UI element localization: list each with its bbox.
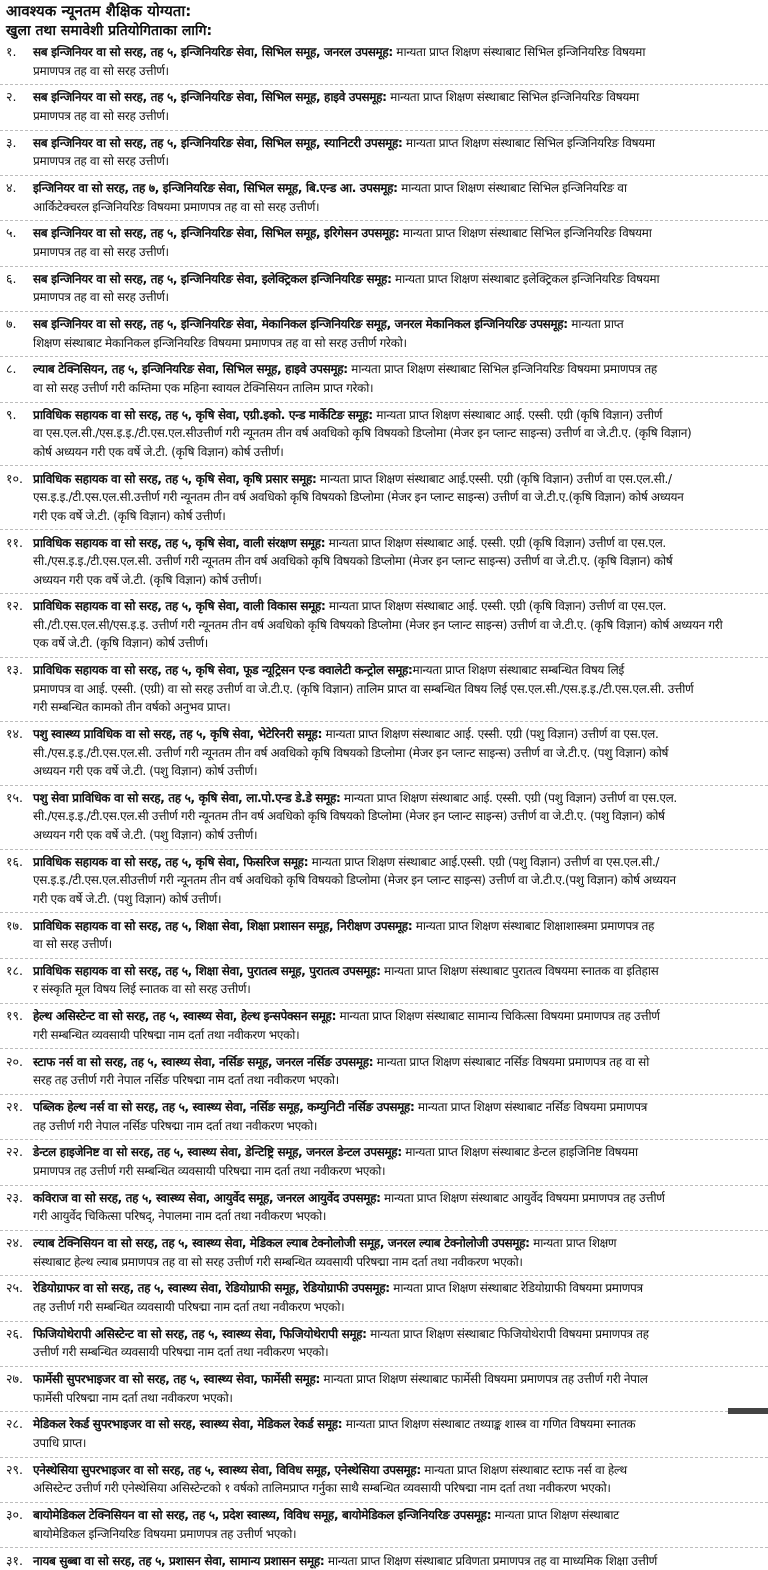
requirement-text: असिस्टेन्ट उत्तीर्ण गरी एनेस्थेसिया असिस्टेन्टको १ वर्षको तालिमप्राप्त गर्नुका साथै सम्बन्धित व्यवसायी परिषद्मा नाम दर्ता तथा नवीकरण भएको। bbox=[33, 1481, 611, 1496]
requirement-text: मान्यता प्राप्त शिक्षण संस्थाबाट सम्बन्धित विषय लिई bbox=[412, 663, 624, 678]
item-divider bbox=[0, 311, 768, 312]
item-number: ७. bbox=[6, 316, 17, 332]
item-divider bbox=[0, 1411, 768, 1412]
requirement-text: मान्यता प्राप्त शिक्षण संस्थाबाट सिभिल इन्जिनियरिङ विषयमा bbox=[386, 90, 639, 105]
item-text-line bbox=[33, 1552, 657, 1570]
item-number: २. bbox=[6, 89, 17, 105]
item-divider bbox=[0, 175, 768, 176]
requirement-text: प्रमाणपत्र तह उत्तीर्ण गरी सम्बन्धित व्यवसायी परिषद्मा नाम दर्ता तथा नवीकरण भएको। bbox=[33, 1163, 386, 1178]
item-text-line bbox=[33, 1370, 648, 1388]
position-title: प्राविधिक सहायक वा सो सरह, तह ५, कृषि सेवा, फूड न्यूट्रिसन एन्ड क्वालेटी कन्ट्रोल समूह: bbox=[33, 663, 413, 678]
item-divider bbox=[0, 657, 768, 658]
position-title: सब इन्जिनियर वा सो सरह, तह ५, इन्जिनियरिङ सेवा, इलेक्ट्रिकल इन्जिनियरिङ समूह: bbox=[33, 271, 392, 286]
position-title: प्राविधिक सहायक वा सो सरह, तह ५, कृषि सेवा, फिसरिज समूह: bbox=[33, 854, 309, 869]
requirement-text: मान्यता प्राप्त शिक्षण संस्थाबाट सिभिल इन्जिनियरिङ विषयमा bbox=[402, 135, 655, 150]
item-text-line bbox=[33, 534, 666, 552]
item-divider bbox=[0, 529, 768, 530]
position-title: ल्याब टेक्निसियन, तह ५, इन्जिनियरिङ सेवा, सिभिल समूह, हाइवे उपसमूह: bbox=[33, 362, 348, 377]
item-number: २७. bbox=[6, 1371, 23, 1387]
item-text-line bbox=[33, 1461, 627, 1479]
item-text-line bbox=[33, 1207, 326, 1225]
requirement-text: र संस्कृति मूल विषय लिई स्नातक वा सो सरह उत्तीर्ण। bbox=[33, 982, 251, 997]
item-divider bbox=[0, 1366, 768, 1367]
requirement-text: कोर्ष अध्ययन गरी एक वर्षे जे.टी. (कृषि विज्ञान) कोर्ष उत्तीर्ण। bbox=[33, 444, 284, 459]
item-text-line bbox=[33, 917, 654, 935]
item-text-line bbox=[33, 890, 221, 908]
position-title: पशु स्वास्थ्य प्राविधिक वा सो सरह, तह ५, कृषि सेवा, भेटेरिनरी समूह: bbox=[33, 727, 323, 742]
requirement-text: मान्यता प्राप्त शिक्षण संस्थाबाट आई.एस्सी. एग्री (पशु विज्ञान) उत्तीर्ण वा एस.एल.सी./ bbox=[308, 854, 660, 869]
item-number: १५. bbox=[6, 789, 23, 805]
requirement-text: मान्यता प्राप्त शिक्षण संस्थाबाट पुरातत्व विषयमा स्नातक वा इतिहास bbox=[380, 963, 659, 978]
item-divider bbox=[0, 849, 768, 850]
requirement-text: मान्यता प्राप्त शिक्षण संस्थाबाट सिभिल इन्जिनियरिङ विषयमा प्रमाणपत्र तह bbox=[347, 362, 657, 377]
requirement-text: सी./एस.इ.इ./टी.एस.एल.सी. उत्तीर्ण गरी न्यूनतम तीन वर्ष अवधिको कृषि विषयको डिप्लोमा (मेजर इन प्लान्ट साइन्स) उत्तीर्ण वा जे.टी.ए. (पशु विज्ञान) कोर्ष bbox=[33, 745, 669, 760]
item-number: ११. bbox=[6, 534, 23, 550]
requirement-text: वा सो सरह उत्तीर्ण गरी कम्तिमा एक महिना स्वायल टेक्निसियन तालिम प्राप्त गरेको। bbox=[33, 380, 374, 395]
item-number: ५. bbox=[6, 225, 17, 241]
position-title: सब इन्जिनियर वा सो सरह, तह ५, इन्जिनियरिङ सेवा, सिभिल समूह, जनरल उपसमूह: bbox=[33, 45, 393, 59]
item-text-line bbox=[33, 424, 691, 442]
requirement-text: प्रमाणपत्र तह वा सो सरह उत्तीर्ण। bbox=[33, 290, 169, 305]
position-title: प्राविधिक सहायक वा सो सरह, तह ५, कृषि सेवा, वाली विकास समूह: bbox=[33, 599, 326, 614]
requirement-text: प्रमाणपत्र तह वा सो सरह उत्तीर्ण। bbox=[33, 154, 169, 169]
item-text-line bbox=[33, 224, 652, 242]
item-divider bbox=[0, 220, 768, 221]
position-title: डेन्टल हाइजेनिष्ट वा सो सरह, तह ५, स्वास्थ्य सेवा, डेन्टिष्ट्रि समूह, जनरल डेन्टल उपसमूह: bbox=[33, 1145, 402, 1160]
requirement-text: वा सो सरह उत्तीर्ण। bbox=[33, 937, 112, 952]
position-title: स्टाफ नर्स वा सो सरह, तह ५, स्वास्थ्य सेवा, नर्सिङ समूह, जनरल नर्सिङ उपसमूह: bbox=[33, 1054, 374, 1069]
item-divider bbox=[0, 593, 768, 594]
requirement-text: मान्यता प्राप्त शिक्षण संस्थाबाट आई. एस्सी. एग्री (कृषि विज्ञान) उत्तीर्ण वा एस.एल. bbox=[325, 599, 667, 614]
position-title: सब इन्जिनियर वा सो सरह, तह ५, इन्जिनियरिङ सेवा, सिभिल समूह, स्यानिटरी उपसमूह: bbox=[33, 135, 403, 150]
item-text-line bbox=[33, 571, 261, 589]
item-number: १२. bbox=[6, 598, 23, 614]
requirement-text: मान्यता प्राप्त शिक्षण संस्थाबाट आई. एस्सी. एग्री (कृषि विज्ञान) उत्तीर्ण वा एस.एल. bbox=[325, 535, 666, 550]
requirement-text: प्रमाणपत्र तह वा सो सरह उत्तीर्ण। bbox=[33, 108, 169, 123]
document-subheading: खुला तथा समावेशी प्रतियोगिताका लागि: bbox=[6, 23, 213, 39]
item-text-line bbox=[33, 1415, 635, 1433]
item-divider bbox=[0, 1003, 768, 1004]
item-text-line bbox=[33, 270, 659, 288]
item-divider bbox=[0, 84, 768, 85]
item-text-line bbox=[33, 43, 645, 61]
requirement-text: गरी एक वर्षे जे.टी. (कृषि विज्ञान) कोर्ष उत्तीर्ण। bbox=[33, 508, 226, 523]
item-text-line bbox=[33, 152, 169, 170]
item-number: २१. bbox=[6, 1099, 23, 1114]
item-text-line bbox=[33, 1253, 523, 1271]
requirement-text: मान्यता प्राप्त शिक्षण संस्थाबाट सिभिल इन्जिनियरिङ विषयमा bbox=[392, 45, 646, 59]
item-divider bbox=[0, 465, 768, 466]
position-title: फार्मेसी सुपरभाइजर वा सो सरह, तह ५, स्वास्थ्य सेवा, फार्मेसी समूह: bbox=[33, 1372, 320, 1387]
item-text-line bbox=[33, 744, 668, 762]
requirement-text: मान्यता प्राप्त शिक्षण संस्थाबाट आई. एस्सी. एग्री (पशु विज्ञान) उत्तीर्ण वा एस.एल. bbox=[322, 727, 659, 742]
position-title: पब्लिक हेल्थ नर्स वा सो सरह, तह ५, स्वास्थ्य सेवा, नर्सिङ समूह, कम्युनिटी नर्सिङ उपसमूह: bbox=[33, 1100, 415, 1114]
item-divider bbox=[0, 1321, 768, 1322]
requirement-text: मान्यता प्राप्त शिक्षण संस्थाबाट नर्सिङ विषयमा प्रमाणपत्र तह वा सो bbox=[373, 1054, 649, 1069]
item-number: १६. bbox=[6, 853, 23, 869]
item-text-line bbox=[33, 597, 666, 615]
position-title: हेल्थ असिस्टेन्ट वा सो सरह, तह ५, स्वास्थ्य सेवा, हेल्थ इन्सपेक्सन समूह: bbox=[33, 1009, 337, 1024]
item-divider bbox=[0, 785, 768, 786]
requirement-text: मान्यता प्राप्त शिक्षण संस्थाबाट सिभिल इन्जिनियरिङ विषयमा bbox=[399, 226, 652, 241]
requirement-text: मान्यता प्राप्त शिक्षण संस्थाबाट रेडियोग्राफी विषयमा प्रमाणपत्र bbox=[389, 1281, 643, 1296]
requirement-text: मान्यता प्राप्त शिक्षण संस्थाबाट नर्सिङ विषयमा प्रमाणपत्र bbox=[414, 1100, 647, 1114]
requirement-text: उपाधि प्राप्त। bbox=[33, 1435, 87, 1450]
item-number: ९. bbox=[6, 406, 17, 422]
requirement-text: तह उत्तीर्ण गरी सम्बन्धित व्यवसायी परिषद्मा नाम दर्ता तथा नवीकरण भएको। bbox=[33, 1299, 345, 1314]
item-text-line bbox=[33, 1434, 86, 1452]
item-text-line bbox=[33, 552, 672, 570]
item-text-line bbox=[33, 826, 257, 844]
item-text-line bbox=[33, 1007, 660, 1025]
item-divider bbox=[0, 1139, 768, 1140]
item-number: १४. bbox=[6, 726, 23, 742]
item-number: १०. bbox=[6, 470, 23, 486]
item-text-line bbox=[33, 1479, 611, 1497]
item-text-line bbox=[33, 1279, 643, 1297]
requirement-text: मान्यता प्राप्त शिक्षण संस्थाबाट फिजियोथेरापी विषयमा प्रमाणपत्र तह bbox=[366, 1326, 649, 1341]
item-text-line bbox=[33, 443, 283, 461]
requirement-text: एस.इ.इ./टी.एस.एल.सी.उत्तीर्ण गरी न्यूनतम तीन वर्ष अवधिको कृषि विषयको डिप्लोमा (मेजर इन प्लान्ट साइन्स) उत्तीर्ण वा जे.टी.ए.(कृषि विज्ञान) कोर्ष अध्ययन bbox=[33, 490, 684, 505]
item-text-line bbox=[33, 334, 407, 352]
requirement-text: उत्तीर्ण गरी सम्बन्धित व्यवसायी परिषद्मा नाम दर्ता तथा नवीकरण भएको। bbox=[33, 1345, 329, 1360]
item-number: १७. bbox=[6, 917, 23, 933]
item-text-line bbox=[33, 488, 683, 506]
requirement-text: प्रमाणपत्र तह वा सो सरह उत्तीर्ण। bbox=[33, 63, 169, 78]
requirement-text: फार्मेसी परिषद्मा नाम दर्ता तथा नवीकरण भएको। bbox=[33, 1390, 233, 1405]
requirement-text: मान्यता प्राप्त शिक्षण संस्थाबाट आयुर्वेद विषयमा प्रमाणपत्र तह उत्तीर्ण bbox=[380, 1190, 665, 1205]
item-divider bbox=[0, 1048, 768, 1049]
requirement-text: मान्यता प्राप्त शिक्षण संस्थाबाट शिक्षाशास्त्रमा प्रमाणपत्र तह bbox=[412, 918, 655, 933]
position-title: प्राविधिक सहायक वा सो सरह, तह ५, शिक्षा सेवा, पुरातत्व समूह, पुरातत्व उपसमूह: bbox=[33, 963, 381, 978]
position-title: प्राविधिक सहायक वा सो सरह, तह ५, कृषि सेवा, वाली संरक्षण समूह: bbox=[33, 535, 326, 550]
item-text-line bbox=[33, 1389, 233, 1407]
item-text-line bbox=[33, 243, 169, 261]
item-text-line bbox=[33, 315, 623, 333]
requirement-text: मान्यता प्राप्त bbox=[567, 317, 624, 332]
item-number: ३. bbox=[6, 134, 17, 150]
requirement-text: मान्यता प्राप्त शिक्षण संस्थाबाट प्रविणता प्रमाणपत्र तह वा माध्यमिक शिक्षा उत्तीर्ण bbox=[324, 1553, 657, 1568]
item-text-line bbox=[33, 88, 639, 106]
requirement-text: मान्यता प्राप्त शिक्षण संस्थाबाट आई. एस्सी. एग्री (पशु विज्ञान) उत्तीर्ण वा एस.एल. bbox=[340, 790, 677, 805]
position-title: रेडियोग्राफर वा सो सरह, तह ५, स्वास्थ्य सेवा, रेडियोग्राफी समूह, रेडियोग्राफी उपसमूह: bbox=[33, 1281, 390, 1296]
item-text-line bbox=[33, 1117, 317, 1135]
item-number: २२. bbox=[6, 1144, 23, 1160]
item-text-line bbox=[33, 1053, 649, 1071]
item-number: ३०. bbox=[6, 1507, 23, 1523]
item-number: ८. bbox=[6, 361, 17, 377]
item-text-line bbox=[33, 962, 658, 980]
item-divider bbox=[0, 1502, 768, 1503]
requirement-text: सी./एस.इ.इ./टी.एस.एल.सी उत्तीर्ण गरी न्यूनतम तीन वर्ष अवधिको कृषि विषयको डिप्लोमा (मेजर इन प्लान्ट साइन्स) उत्तीर्ण वा जे.टी.ए. (पशु विज्ञान) कोर्ष bbox=[33, 809, 665, 824]
item-divider bbox=[0, 1094, 768, 1095]
item-divider bbox=[0, 1230, 768, 1231]
requirement-text: मान्यता प्राप्त शिक्षण संस्थाबाट आई.एस्सी. एग्री (कृषि विज्ञान) उत्तीर्ण वा एस.एल.सी./ bbox=[316, 471, 672, 486]
item-divider bbox=[0, 356, 768, 357]
item-text-line bbox=[33, 853, 659, 871]
requirement-text: आर्किटेक्चरल इन्जिनियरिङ विषयमा प्रमाणपत्र तह वा सो सरह उत्तीर्ण। bbox=[33, 199, 320, 214]
item-text-line bbox=[33, 1506, 619, 1524]
item-number: ६. bbox=[6, 270, 17, 286]
item-text-line bbox=[33, 634, 208, 652]
position-title: सब इन्जिनियर वा सो सरह, तह ५, इन्जिनियरिङ सेवा, सिभिल समूह, हाइवे उपसमूह: bbox=[33, 90, 387, 105]
item-text-line bbox=[33, 1162, 385, 1180]
item-text-line bbox=[33, 406, 662, 424]
item-text-line bbox=[33, 1525, 296, 1543]
position-title: सब इन्जिनियर वा सो सरह, तह ५, इन्जिनियरिङ सेवा, मेकानिकल इन्जिनियरिङ समूह, जनरल मेकानिकल इन्जिनियरिङ उपसमूह: bbox=[33, 317, 568, 332]
item-number: २६. bbox=[6, 1325, 23, 1341]
requirement-text: गरी सम्बन्धित व्यवसायी परिषद्मा नाम दर्ता तथा नवीकरण भएको। bbox=[33, 1027, 300, 1042]
position-title: एनेस्थेसिया सुपरभाइजर वा सो सरह, तह ५, स्वास्थ्य सेवा, विविध समूह, एनेस्थेसिया उपसमूह: bbox=[33, 1462, 421, 1477]
requirement-text: सी./एस.इ.इ./टी.एस.एल.सी. उत्तीर्ण गरी न्यूनतम तीन वर्ष अवधिको कृषि विषयको डिप्लोमा (मेजर इन प्लान्ट साइन्स) उत्तीर्ण वा जे.टी.ए. (कृषि विज्ञान) कोर्ष bbox=[33, 554, 673, 568]
item-divider bbox=[0, 1457, 768, 1458]
item-text-line bbox=[33, 62, 169, 80]
item-text-line bbox=[33, 807, 665, 825]
requirement-text: अध्ययन गरी एक वर्षे जे.टी. (पशु विज्ञान) कोर्ष उत्तीर्ण। bbox=[33, 827, 258, 842]
item-text-line bbox=[33, 680, 693, 698]
requirement-text: मान्यता प्राप्त शिक्षण संस्थाबाट डेन्टल हाइजिनिष्ट विषयमा bbox=[401, 1145, 638, 1160]
item-divider bbox=[0, 1185, 768, 1186]
requirement-text: अध्ययन गरी एक वर्षे जे.टी. (कृषि विज्ञान) कोर्ष उत्तीर्ण। bbox=[33, 572, 262, 587]
position-title: कविराज वा सो सरह, तह ५, स्वास्थ्य सेवा, आयुर्वेद समूह, जनरल आयुर्वेद उपसमूह: bbox=[33, 1190, 381, 1205]
position-title: इन्जिनियर वा सो सरह, तह ७, इन्जिनियरिङ सेवा, सिभिल समूह, बि.एन्ड आ. उपसमूह: bbox=[33, 181, 398, 196]
item-text-line bbox=[33, 288, 169, 306]
item-text-line bbox=[33, 360, 657, 378]
item-text-line bbox=[33, 1234, 616, 1252]
item-number: २४. bbox=[6, 1235, 23, 1251]
item-divider bbox=[0, 266, 768, 267]
requirement-text: प्रमाणपत्र वा आई. एस्सी. (एग्री) वा सो सरह उत्तीर्ण वा जे.टी.ए. (कृषि विज्ञान) तालिम प्राप्त वा सम्बन्धित विषय लिई एस.एल.सी./एस.इ.इ./टी.एस.एल.सी. उत्तीर्ण bbox=[33, 681, 694, 696]
position-title: प्राविधिक सहायक वा सो सरह, तह ५, कृषि सेवा, एग्री.इको. एन्ड मार्केटिङ समूह: bbox=[33, 407, 373, 422]
item-text-line bbox=[33, 762, 257, 780]
item-divider bbox=[0, 721, 768, 722]
item-text-line bbox=[33, 379, 373, 397]
requirement-text: एक वर्षे जे.टी. (कृषि विज्ञान) कोर्ष उत्तीर्ण। bbox=[33, 636, 208, 651]
requirement-text: बायोमेडिकल इन्जिनियरिङ विषयमा प्रमाणपत्र तह उत्तीर्ण भएको। bbox=[33, 1526, 297, 1541]
position-title: नायब सुब्बा वा सो सरह, तह ५, प्रशासन सेवा, सामान्य प्रशासन समूह: bbox=[33, 1553, 325, 1568]
position-title: ल्याब टेक्निसियन वा सो सरह, तह ५, स्वास्थ्य सेवा, मेडिकल ल्याब टेक्नोलोजी समूह, जनरल ल्याब टेक्नोलोजी उपसमूह: bbox=[33, 1236, 530, 1251]
position-title: प्राविधिक सहायक वा सो सरह, तह ५, कृषि सेवा, कृषि प्रसार समूह: bbox=[33, 471, 317, 486]
item-text-line bbox=[33, 470, 672, 488]
item-text-line bbox=[33, 616, 722, 634]
item-divider bbox=[0, 958, 768, 959]
item-text-line bbox=[33, 698, 230, 716]
requirement-text: मान्यता प्राप्त शिक्षण संस्थाबाट इलेक्ट्रिकल इन्जिनियरिङ विषयमा bbox=[391, 271, 660, 286]
item-number: २९. bbox=[6, 1461, 23, 1477]
item-number: १३. bbox=[6, 662, 23, 678]
requirement-text: सी./टी.एस.एल.सी/एस.इ.इ. उत्तीर्ण गरी न्यूनतम तीन वर्ष अवधिको कृषि विषयको डिप्लोमा (मेजर इन प्लान्ट साइन्स) उत्तीर्ण वा जे.टी.ए. (कृषि विज्ञान) कोर्ष अध्ययन गरी bbox=[33, 617, 723, 632]
position-title: प्राविधिक सहायक वा सो सरह, तह ५, शिक्षा सेवा, शिक्षा प्रशासन समूह, निरीक्षण उपसमूह: bbox=[33, 918, 413, 933]
item-number: ४. bbox=[6, 180, 17, 196]
item-text-line bbox=[33, 1026, 299, 1044]
item-divider bbox=[0, 912, 768, 913]
item-number: ३१. bbox=[6, 1552, 23, 1568]
item-text-line bbox=[33, 789, 677, 807]
item-text-line bbox=[33, 661, 624, 679]
requirement-text: संस्थाबाट हेल्थ ल्याब प्रमाणपत्र तह वा सो सरह उत्तीर्ण गरी सम्बन्धित व्यवसायी परिषद्मा नाम दर्ता तथा नवीकरण भएको। bbox=[33, 1254, 523, 1269]
item-number: २०. bbox=[6, 1053, 23, 1069]
requirement-text: वा एस.एल.सी./एस.इ.इ./टी.एस.एल.सीउत्तीर्ण गरी न्यूनतम तीन वर्ष अवधिको कृषि विषयको डिप्लोमा (मेजर इन प्लान्ट साइन्स) उत्तीर्ण वा जे.टी.ए. (कृषि विज्ञान) bbox=[33, 426, 692, 441]
position-title: फिजियोथेरापी असिस्टेन्ट वा सो सरह, तह ५, स्वास्थ्य सेवा, फिजियोथेरापी समूह: bbox=[33, 1326, 367, 1341]
requirement-text: मान्यता प्राप्त शिक्षण संस्थाबाट तथ्याङ्क शास्त्र वा गणित विषयमा स्नातक bbox=[342, 1417, 636, 1432]
requirement-text: एस.इ.इ./टी.एस.एल.सीउत्तीर्ण गरी न्यूनतम तीन वर्ष अवधिको कृषि विषयको डिप्लोमा (मेजर इन प्लान्ट साइन्स) उत्तीर्ण वा जे.टी.ए.(पशु विज्ञान) कोर्ष अध्ययन bbox=[33, 873, 676, 888]
item-text-line bbox=[33, 198, 319, 216]
item-text-line bbox=[33, 935, 112, 953]
item-text-line bbox=[33, 1071, 339, 1089]
item-text-line bbox=[33, 179, 627, 197]
item-divider bbox=[0, 402, 768, 403]
page-corner-mark bbox=[728, 1408, 768, 1414]
requirement-text: मान्यता प्राप्त शिक्षण संस्थाबाट स्टाफ नर्स वा हेल्थ bbox=[420, 1462, 627, 1477]
position-title: मेडिकल रेकर्ड सुपरभाइजर वा सो सरह, स्वास्थ्य सेवा, मेडिकल रेकर्ड समूह: bbox=[33, 1417, 343, 1432]
item-text-line bbox=[33, 871, 676, 889]
requirement-text: शिक्षण संस्थाबाट मेकानिकल इन्जिनियरिङ विषयमा प्रमाणपत्र तह वा सो सरह उत्तीर्ण गरेको। bbox=[33, 335, 407, 350]
item-text-line bbox=[33, 980, 250, 998]
item-text-line bbox=[33, 725, 658, 743]
item-text-line bbox=[33, 1098, 647, 1116]
item-number: १८. bbox=[6, 962, 23, 978]
item-number: २३. bbox=[6, 1189, 23, 1205]
requirement-text: मान्यता प्राप्त शिक्षण संस्थाबाट सिभिल इन्जिनियरिङ वा bbox=[397, 181, 627, 196]
requirement-text: मान्यता प्राप्त शिक्षण bbox=[529, 1236, 617, 1251]
requirement-text: प्रमाणपत्र तह वा सो सरह उत्तीर्ण। bbox=[33, 244, 169, 259]
requirement-text: मान्यता प्राप्त शिक्षण संस्थाबाट आई. एस्सी. एग्री (कृषि विज्ञान) उत्तीर्ण bbox=[372, 407, 663, 422]
requirement-text: गरी आयुर्वेद चिकित्सा परिषद्, नेपालमा नाम दर्ता तथा नवीकरण भएको। bbox=[33, 1209, 327, 1224]
requirement-text: तह उत्तीर्ण गरी नेपाल नर्सिङ परिषद्मा नाम दर्ता तथा नवीकरण भएको। bbox=[33, 1118, 318, 1133]
item-number: १. bbox=[6, 44, 17, 59]
position-title: बायोमेडिकल टेक्निसियन वा सो सरह, तह ५, प्रदेश स्वास्थ्य, विविध समूह, बायोमेडिकल इन्जिनियरिङ उपसमूह: bbox=[33, 1508, 492, 1523]
item-text-line bbox=[33, 134, 655, 152]
requirement-text: सरह तह उत्तीर्ण गरी नेपाल नर्सिङ परिषद्मा नाम दर्ता तथा नवीकरण भएको। bbox=[33, 1073, 339, 1088]
position-title: पशु सेवा प्राविधिक वा सो सरह, तह ५, कृषि सेवा, ला.पो.एन्ड डे.डे समूह: bbox=[33, 790, 341, 805]
item-text-line bbox=[33, 507, 225, 525]
item-text-line bbox=[33, 1298, 344, 1316]
item-number: २५. bbox=[6, 1280, 23, 1296]
item-text-line bbox=[33, 1189, 665, 1207]
item-text-line bbox=[33, 1343, 328, 1361]
requirement-text: मान्यता प्राप्त शिक्षण संस्थाबाट फार्मेसी विषयमा प्रमाणपत्र तह उत्तीर्ण गरी नेपाल bbox=[319, 1372, 648, 1387]
requirement-text: गरी एक वर्षे जे.टी. (पशु विज्ञान) कोर्ष उत्तीर्ण। bbox=[33, 891, 222, 906]
requirement-text: अध्ययन गरी एक वर्षे जे.टी. (पशु विज्ञान) कोर्ष उत्तीर्ण। bbox=[33, 764, 258, 779]
requirement-text: गरी सम्बन्धित कामको तीन वर्षको अनुभव प्राप्त। bbox=[33, 700, 231, 715]
document-heading: आवश्यक न्यूनतम शैक्षिक योग्यता: bbox=[6, 2, 192, 20]
requirement-text: मान्यता प्राप्त शिक्षण संस्थाबाट सामान्य चिकित्सा विषयमा प्रमाणपत्र तह उत्तीर्ण bbox=[336, 1009, 660, 1024]
item-text-line bbox=[33, 1143, 638, 1161]
item-number: २८. bbox=[6, 1416, 23, 1432]
item-divider bbox=[0, 1275, 768, 1276]
requirement-text: मान्यता प्राप्त शिक्षण संस्थाबाट bbox=[491, 1508, 619, 1523]
item-number: १९. bbox=[6, 1008, 23, 1024]
position-title: सब इन्जिनियर वा सो सरह, तह ५, इन्जिनियरिङ सेवा, सिभिल समूह, इरिगेसन उपसमूह: bbox=[33, 226, 400, 241]
item-divider bbox=[0, 130, 768, 131]
item-text-line bbox=[33, 1325, 649, 1343]
item-text-line bbox=[33, 107, 169, 125]
item-divider bbox=[0, 1547, 768, 1548]
